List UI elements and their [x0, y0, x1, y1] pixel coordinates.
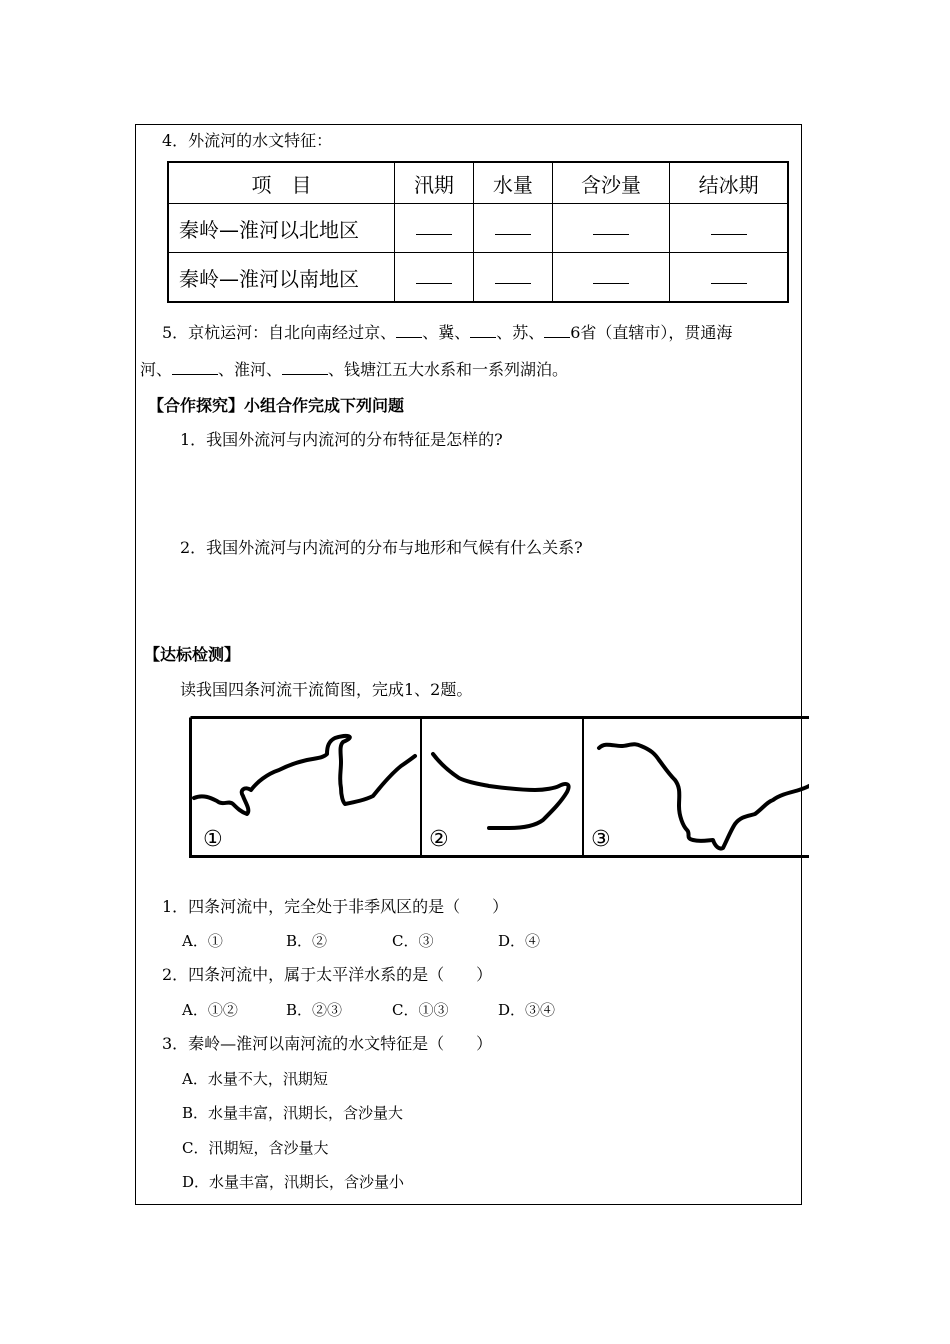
mc-option[interactable]: C．汛期短，含沙量大	[182, 1139, 329, 1157]
answer-blank[interactable]	[711, 273, 747, 284]
col-header-flood: 汛期	[395, 162, 474, 204]
mc-option[interactable]: C．③	[392, 932, 434, 950]
q5-line1: 5．京杭运河：自北向南经过京、 、冀、 、苏、 6省（直辖市），贯通海	[162, 323, 733, 342]
river-2	[433, 754, 569, 828]
coop-title: 【合作探究】小组合作完成下列问题	[148, 396, 405, 415]
answer-blank[interactable]	[172, 360, 218, 375]
mc-option[interactable]: A．①	[182, 932, 223, 950]
answer-blank[interactable]	[396, 323, 422, 338]
river-3	[599, 744, 809, 848]
q5-line2: 河、 、淮河、 、钱塘江五大水系和一系列湖泊。	[140, 360, 569, 379]
answer-blank[interactable]	[544, 323, 570, 338]
panel-label-1: ①	[203, 827, 223, 852]
mc-question-2: 2．四条河流中，属于太平洋水系的是（ ）	[162, 965, 493, 984]
answer-blank[interactable]	[593, 224, 629, 235]
col-header-sediment: 含沙量	[552, 162, 669, 204]
coop-question-2: 2．我国外流河与内流河的分布与地形和气候有什么关系?	[180, 538, 583, 557]
region-north: 秦岭—淮河以北地区	[168, 204, 395, 253]
coop-question-1: 1．我国外流河与内流河的分布特征是怎样的?	[180, 430, 503, 449]
answer-blank[interactable]	[495, 273, 531, 284]
table-row	[168, 253, 788, 303]
mc-option[interactable]: B．②③	[286, 1001, 343, 1019]
mc-option[interactable]: D．水量丰富，汛期长，含沙量小	[182, 1173, 405, 1191]
panel-label-2: ②	[429, 827, 449, 852]
q4-heading: 4．外流河的水文特征：	[162, 131, 333, 150]
mc-option[interactable]: A．水量不大，汛期短	[182, 1070, 328, 1088]
answer-blank[interactable]	[495, 224, 531, 235]
mc-question-1: 1．四条河流中，完全处于非季风区的是（ ）	[162, 897, 509, 916]
mc-option[interactable]: D．③④	[498, 1001, 556, 1019]
region-south: 秦岭—淮河以南地区	[168, 253, 395, 303]
col-header-icing: 结冰期	[670, 162, 788, 204]
mc-option[interactable]: B．②	[286, 932, 328, 950]
col-header-volume: 水量	[473, 162, 552, 204]
mc-option[interactable]: C．①③	[392, 1001, 449, 1019]
river-1	[194, 736, 415, 814]
answer-blank[interactable]	[416, 224, 452, 235]
mc-option[interactable]: D．④	[498, 932, 541, 950]
mc-option[interactable]: A．①②	[182, 1001, 238, 1019]
answer-blank[interactable]	[593, 273, 629, 284]
table-header-row	[168, 162, 788, 204]
col-header-item: 项 目	[168, 162, 395, 204]
test-title: 【达标检测】	[144, 645, 241, 664]
panel-label-3: ③	[591, 827, 611, 852]
mc-question-3: 3．秦岭—淮河以南河流的水文特征是（ ）	[162, 1034, 493, 1053]
answer-blank[interactable]	[416, 273, 452, 284]
table-row	[168, 204, 788, 253]
river-diagram	[189, 716, 809, 860]
answer-blank[interactable]	[711, 224, 747, 235]
mc-option[interactable]: B．水量丰富，汛期长，含沙量大	[182, 1104, 404, 1122]
answer-blank[interactable]	[282, 360, 328, 375]
test-intro: 读我国四条河流干流简图，完成1、2题。	[180, 680, 473, 699]
answer-blank[interactable]	[470, 323, 496, 338]
hydrology-table	[167, 161, 789, 303]
